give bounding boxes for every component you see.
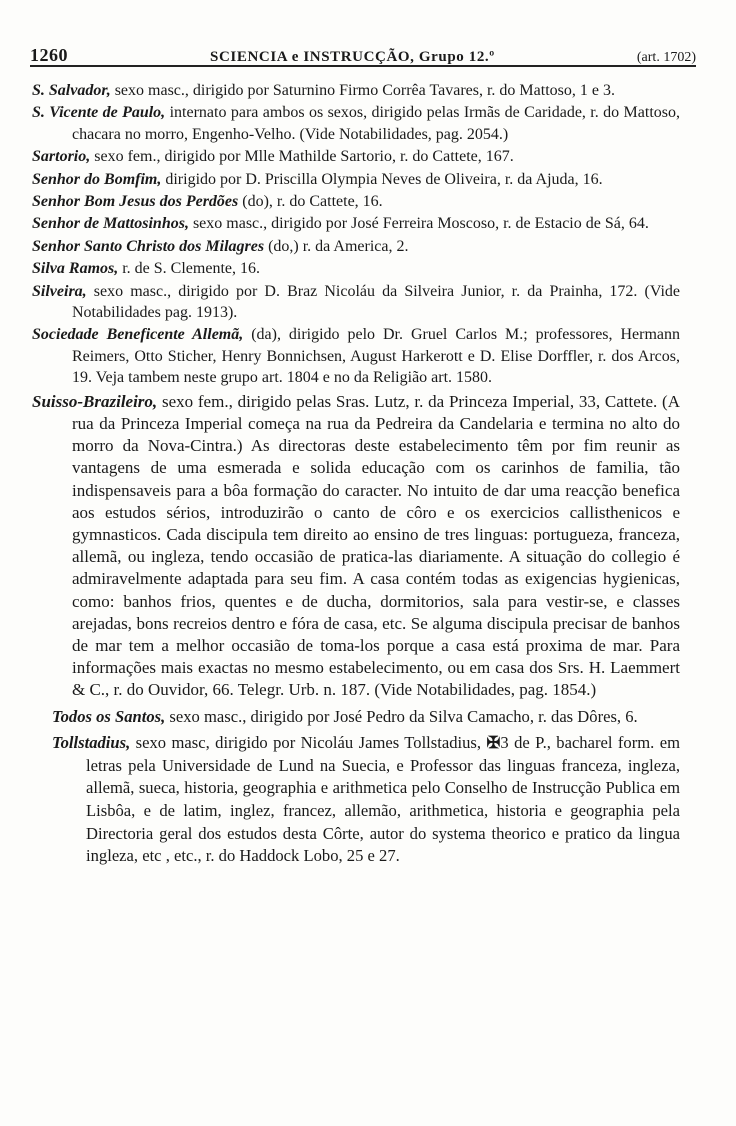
running-title: SCIENCIA e INSTRUCÇÃO, Grupo 12.º xyxy=(210,49,495,65)
entry-list xyxy=(32,80,680,869)
entry-name: Senhor do Bomfim, xyxy=(32,170,162,188)
header-rule xyxy=(30,65,696,67)
entry-text: sexo fem., dirigido por Mlle Mathilde Sartorio, r. do Cattete, 167. xyxy=(90,148,514,166)
entry-text: (do), r. do Cattete, 16. xyxy=(238,193,383,211)
entry-name: Suisso-Brazileiro, xyxy=(32,391,158,411)
entry-suisso-brazileiro xyxy=(32,391,680,702)
entry-senhor-santo-christo xyxy=(32,236,680,257)
entry-name: Senhor Bom Jesus dos Perdões xyxy=(32,193,239,211)
entry-sociedade-beneficente xyxy=(32,324,680,388)
entry-name: Silva Ramos, xyxy=(32,260,119,278)
entry-sartorio xyxy=(32,146,680,167)
entry-senhor-bom-jesus xyxy=(32,191,680,212)
entry-tollstadius xyxy=(32,732,680,868)
entry-name: Tollstadius, xyxy=(52,733,131,753)
entry-senhor-bomfim xyxy=(32,169,680,190)
entry-name: Senhor Santo Christo dos Milagres xyxy=(32,237,265,255)
entry-s-salvador xyxy=(32,80,680,101)
entry-todos-os-santos xyxy=(32,706,680,729)
entry-text: sexo masc., dirigido por Saturnino Firmo Corrêa Tavares, r. do Mattoso, 1 e 3. xyxy=(110,82,615,99)
entry-text: (da), dirigido pelo Dr. Gruel Carlos M.; professores, Hermann Reimers, Otto Sticher, Henry Bonnichsen, August Harkerott e D. Elise Dorffler, r. dos Arcos, 19. Veja tambem neste grupo art. 1804 e no da Religião art. 1580. xyxy=(72,326,680,387)
entry-text: dirigido por D. Priscilla Olympia Neves de Oliveira, r. da Ajuda, 16. xyxy=(161,170,603,188)
entry-text: (do,) r. da America, 2. xyxy=(264,237,409,255)
entry-name: Todos os Santos, xyxy=(52,706,166,726)
entry-name: Senhor de Mattosinhos, xyxy=(32,215,189,233)
entry-name: Silveira, xyxy=(32,282,87,300)
entry-name: Sartorio, xyxy=(32,148,91,166)
entry-senhor-mattosinhos xyxy=(32,213,680,234)
entry-s-vicente xyxy=(32,102,680,145)
entry-name: S. Vicente de Paulo, xyxy=(32,104,166,122)
entry-text: sexo masc, dirigido por Nicoláu James Tollstadius, xyxy=(130,733,487,753)
article-reference: (art. 1702) xyxy=(636,50,696,65)
entry-text: sexo fem., dirigido pelas Sras. Lutz, r. da Princeza Imperial, 33, Cattete. (A rua da Princeza Imperial começa na rua da Pedreira da Candelaria e termina no alto do morro da Nova-Cintra.) As directoras deste estabelecimento têm por fim reunir as vantagens de uma esmerada e solida educação com os carinhos de familia, tão indispensaveis para a bôa formação do caracter. No intuito de dar uma reacção benefica aos estudos sérios, introduzirão o canto de côro e os exercicios callisthenicos e gymnasticos. Cada discipula tem direito ao ensino de tres linguas: portugueza, franceza, allemã, ou ingleza, tendo occasião de pratica-las diariamente. A situação do collegio é admiravelmente adaptada para seu fim. A casa contém todas as exigencias hygienicas, como: banhos frios, quentes e de ducha, dormitorios, sala para vestir-se, e classes arejadas, bons recreios dentro e fóra de casa, etc. Se alguma discipula precisar de banhos de mar tem a melhor occasião de toma-los porque a casa está proxima de mar. Para informações mais exactas no mesmo estabelecimento, ou em casa dos Srs. H. Laemmert & C., r. do Ouvidor, 66. Telegr. Urb. n. 187. (Vide Notabilidades, pag. 1854.) xyxy=(72,391,680,700)
entry-silva-ramos xyxy=(32,258,680,279)
cross-icon: ✠ xyxy=(486,733,501,753)
entry-name: Sociedade Beneficente Allemã, xyxy=(32,326,244,344)
page-number: 1260 xyxy=(30,45,68,65)
entry-text: r. de S. Clemente, 16. xyxy=(118,260,260,278)
entry-text: sexo masc., dirigido por D. Braz Nicoláu da Silveira Junior, r. da Prainha, 172. (Vide Notabilidades pag. 1913). xyxy=(72,282,680,322)
entry-text: internato para ambos os sexos, dirigido pelas Irmãs de Caridade, r. do Mattoso, chacara no morro, Engenho-Velho. (Vide Notabilidades, pag. 2054.) xyxy=(72,104,680,143)
entry-text: sexo masc., dirigido por José Ferreira Moscoso, r. de Estacio de Sá, 64. xyxy=(188,215,649,233)
entry-text-continued: 3 de P., bacharel form. em letras pela Universidade de Lund na Suecia, e Professor das linguas franceza, ingleza, allemã, sueca, historia, geographia e arithmetica pelo Conselho de Instrucção Publica em Lisbôa, e de latim, inglez, francez, allemão, arithmetica, historia e geographia pela Directoria geral dos estudos desta Côrte, autor do systema theorico e pratico da lingua ingleza, etc , etc., r. do Haddock Lobo, 25 e 27. xyxy=(86,733,680,866)
entry-silveira xyxy=(32,281,680,324)
entry-name: S. Salvador, xyxy=(32,82,111,99)
page-header xyxy=(30,32,696,66)
entry-text: sexo masc., dirigido por José Pedro da Silva Camacho, r. das Dôres, 6. xyxy=(165,706,638,726)
